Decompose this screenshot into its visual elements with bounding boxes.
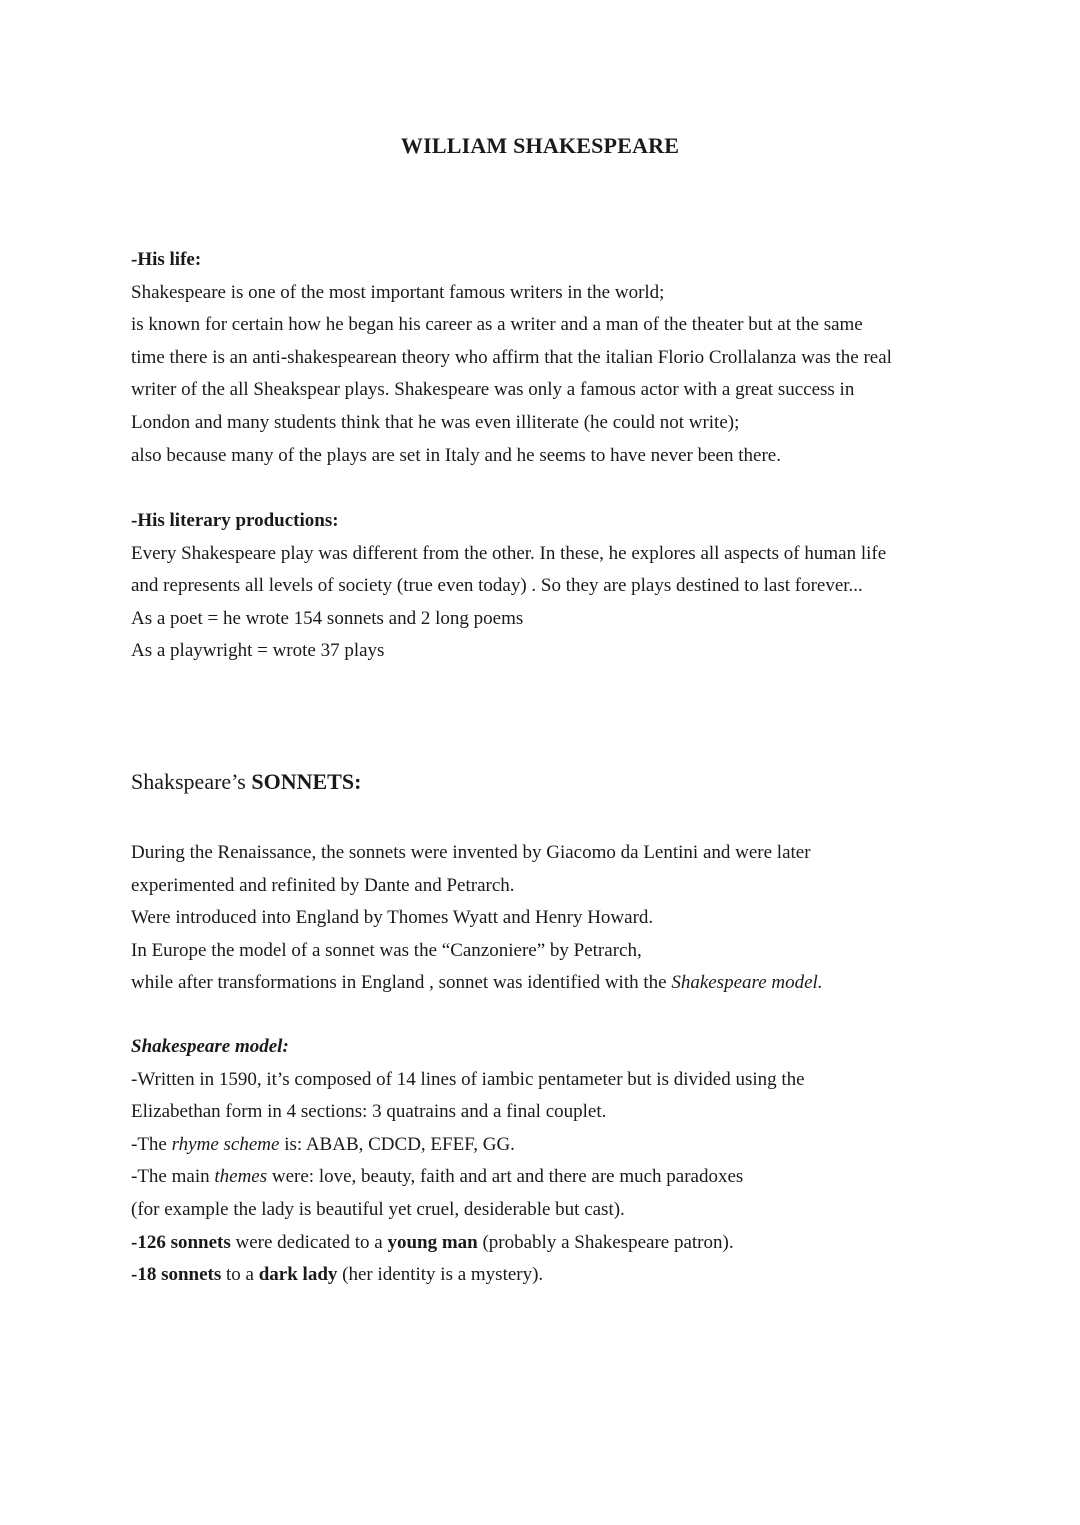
paragraph-line: In Europe the model of a sonnet was the “Canzoniere” by Petrarch, xyxy=(131,939,642,961)
line-suffix: is: ABAB, CDCD, EFEF, GG. xyxy=(279,1133,515,1155)
bold-term: dark lady xyxy=(258,1264,338,1286)
paragraph-line: is known for certain how he began his career as a writer and a man of the theater but at the same xyxy=(131,314,863,336)
section-sonnets xyxy=(131,837,961,1000)
section-productions xyxy=(131,505,961,668)
paragraph-line xyxy=(131,967,961,1000)
line-prefix: while after transformations in England , sonnet was identified with the xyxy=(131,972,672,994)
rhyme-scheme-italic: rhyme scheme xyxy=(171,1133,280,1155)
themes-italic: themes xyxy=(214,1166,268,1188)
bold-term: young man xyxy=(387,1231,478,1253)
section-life xyxy=(131,244,961,472)
line-mid: were dedicated to a xyxy=(230,1231,388,1253)
paragraph-line: -Written in 1590, it’s composed of 14 lines of iambic pentameter but is divided using the xyxy=(131,1068,805,1090)
paragraph-line: also because many of the plays are set in Italy and he seems to have never been there. xyxy=(131,444,781,466)
line-suffix: (her identity is a mystery). xyxy=(337,1264,544,1286)
paragraph-line: and represents all levels of society (true even today) . So they are plays destined to last forever... xyxy=(131,575,863,597)
paragraph-line: (for example the lady is beautiful yet cruel, desiderable but cast). xyxy=(131,1198,625,1220)
line-prefix: -The main xyxy=(131,1166,215,1188)
bold-count: -18 sonnets xyxy=(131,1264,222,1286)
sonnets-heading-bold: SONNETS: xyxy=(251,769,362,794)
section-heading-sonnets xyxy=(131,766,961,798)
paragraph-line: time there is an anti-shakespearean theory who affirm that the italian Florio Crollalanza was the real xyxy=(131,346,892,368)
paragraph-line: Elizabethan form in 4 sections: 3 quatrains and a final couplet. xyxy=(131,1101,607,1123)
paragraph-line: Were introduced into England by Thomes Wyatt and Henry Howard. xyxy=(131,907,654,929)
bold-count: -126 sonnets xyxy=(131,1231,231,1253)
paragraph-line: writer of the all Sheakspear plays. Shakespeare was only a famous actor with a great success in xyxy=(131,379,855,401)
paragraph-line xyxy=(131,1129,961,1162)
line-mid: to a xyxy=(221,1264,259,1286)
sonnets-heading-prefix: Shakspeare’s xyxy=(131,769,252,794)
paragraph-line: experimented and refinited by Dante and Petrarch. xyxy=(131,874,515,896)
paragraph-line: During the Renaissance, the sonnets were invented by Giacomo da Lentini and were later xyxy=(131,842,811,863)
line-suffix: were: love, beauty, faith and art and there are much paradoxes xyxy=(267,1166,744,1188)
section-heading-life: -His life: xyxy=(131,249,202,270)
paragraph-line: Every Shakespeare play was different from the other. In these, he explores all aspects of human life xyxy=(131,542,887,564)
page-title: WILLIAM SHAKESPEARE xyxy=(400,133,680,158)
section-heading-model: Shakespeare model: xyxy=(131,1036,289,1057)
paragraph-line xyxy=(131,1227,961,1260)
paragraph-line xyxy=(131,1259,961,1292)
paragraph-line: Shakespeare is one of the most important famous writers in the world; xyxy=(131,281,665,303)
shakespeare-model-italic: Shakespeare model. xyxy=(671,972,823,994)
section-heading-productions: -His literary productions: xyxy=(131,510,339,531)
paragraph-line: London and many students think that he was even illiterate (he could not write); xyxy=(131,411,740,433)
paragraph-line xyxy=(131,1161,961,1194)
paragraph-line: As a playwright = wrote 37 plays xyxy=(131,640,385,662)
line-suffix: (probably a Shakespeare patron). xyxy=(477,1231,734,1253)
paragraph-line: As a poet = he wrote 154 sonnets and 2 long poems xyxy=(131,607,524,629)
section-model xyxy=(131,1031,961,1292)
line-prefix: -The xyxy=(131,1133,172,1155)
